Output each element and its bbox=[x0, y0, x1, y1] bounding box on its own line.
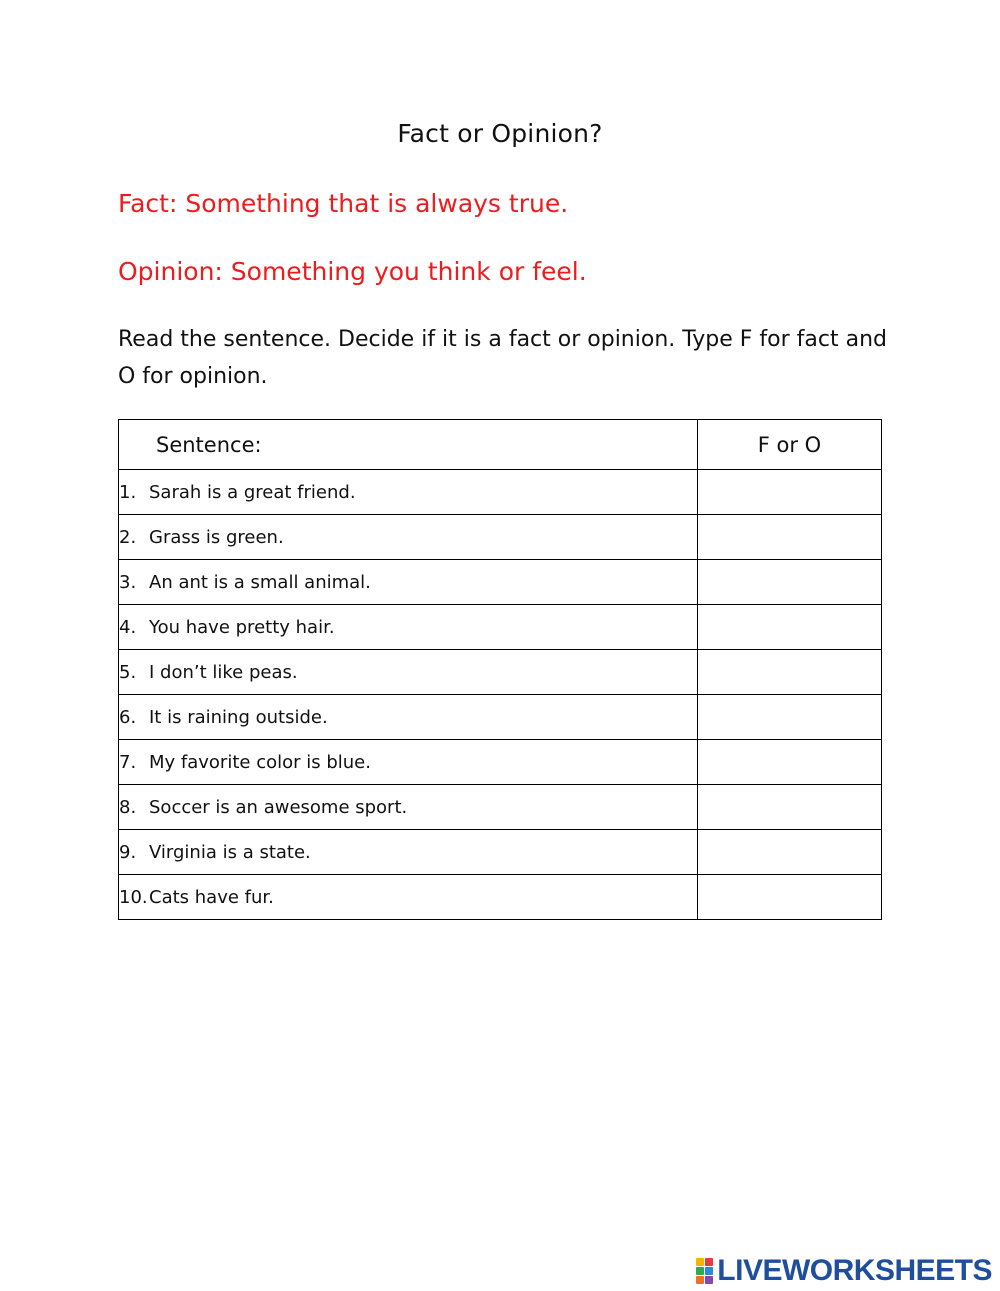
sentence-number: 10. bbox=[119, 886, 148, 908]
liveworksheets-logo bbox=[696, 1254, 992, 1288]
sentence-text: Virginia is a state. bbox=[149, 841, 311, 863]
logo-block bbox=[696, 1258, 704, 1266]
table-row bbox=[119, 785, 882, 830]
table-row bbox=[119, 740, 882, 785]
sentence-text: Grass is green. bbox=[149, 526, 284, 548]
logo-block bbox=[705, 1258, 713, 1266]
sentence-text: I don’t like peas. bbox=[149, 661, 298, 683]
table-row bbox=[119, 605, 882, 650]
logo-block bbox=[705, 1267, 713, 1275]
table-header-row bbox=[119, 420, 882, 470]
sentence-text: You have pretty hair. bbox=[149, 616, 335, 638]
sentence-number: 2. bbox=[119, 526, 137, 548]
sentence-text: Sarah is a great friend. bbox=[149, 481, 356, 503]
sentence-text: An ant is a small animal. bbox=[149, 571, 371, 593]
answer-field[interactable] bbox=[698, 515, 882, 560]
sentence-cell bbox=[119, 605, 698, 650]
opinion-definition: Opinion: Something you think or feel. bbox=[118, 257, 587, 286]
sentence-text: My favorite color is blue. bbox=[149, 751, 371, 773]
logo-block bbox=[696, 1276, 704, 1284]
table-row bbox=[119, 515, 882, 560]
sentence-cell bbox=[119, 695, 698, 740]
table-row bbox=[119, 560, 882, 605]
sentence-number: 9. bbox=[119, 841, 137, 863]
answer-field[interactable] bbox=[698, 740, 882, 785]
answer-field[interactable] bbox=[698, 785, 882, 830]
sentence-number: 7. bbox=[119, 751, 137, 773]
logo-blocks-icon bbox=[696, 1258, 713, 1284]
sentence-number: 1. bbox=[119, 481, 137, 503]
answer-field[interactable] bbox=[698, 830, 882, 875]
sentence-text: It is raining outside. bbox=[149, 706, 328, 728]
table-row bbox=[119, 650, 882, 695]
sentence-cell bbox=[119, 470, 698, 515]
table-row bbox=[119, 695, 882, 740]
sentence-number: 3. bbox=[119, 571, 137, 593]
header-sentence: Sentence: bbox=[119, 420, 698, 470]
sentence-text: Soccer is an awesome sport. bbox=[149, 796, 408, 818]
sentence-cell bbox=[119, 875, 698, 920]
sentence-cell bbox=[119, 740, 698, 785]
answer-field[interactable] bbox=[698, 470, 882, 515]
answer-field[interactable] bbox=[698, 650, 882, 695]
answer-field[interactable] bbox=[698, 605, 882, 650]
sentence-number: 6. bbox=[119, 706, 137, 728]
table-row bbox=[119, 830, 882, 875]
fact-definition: Fact: Something that is always true. bbox=[118, 189, 569, 218]
logo-text: LIVEWORKSHEETS bbox=[717, 1254, 992, 1287]
sentence-number: 5. bbox=[119, 661, 137, 683]
logo-block bbox=[696, 1267, 704, 1275]
sentence-cell bbox=[119, 515, 698, 560]
answer-field[interactable] bbox=[698, 695, 882, 740]
sentence-cell bbox=[119, 785, 698, 830]
answer-field[interactable] bbox=[698, 875, 882, 920]
page-title: Fact or Opinion? bbox=[397, 119, 603, 148]
answer-field[interactable] bbox=[698, 560, 882, 605]
table-row bbox=[119, 470, 882, 515]
sentence-number: 8. bbox=[119, 796, 137, 818]
logo-block bbox=[705, 1276, 713, 1284]
sentence-cell bbox=[119, 560, 698, 605]
header-answer: F or O bbox=[698, 420, 882, 470]
fact-opinion-table bbox=[118, 419, 882, 920]
sentence-cell bbox=[119, 650, 698, 695]
sentence-text: Cats have fur. bbox=[149, 886, 274, 908]
sentence-cell bbox=[119, 830, 698, 875]
table-row bbox=[119, 875, 882, 920]
instructions: Read the sentence. Decide if it is a fact or opinion. Type F for fact and O for opinion. bbox=[118, 327, 888, 389]
sentence-number: 4. bbox=[119, 616, 137, 638]
